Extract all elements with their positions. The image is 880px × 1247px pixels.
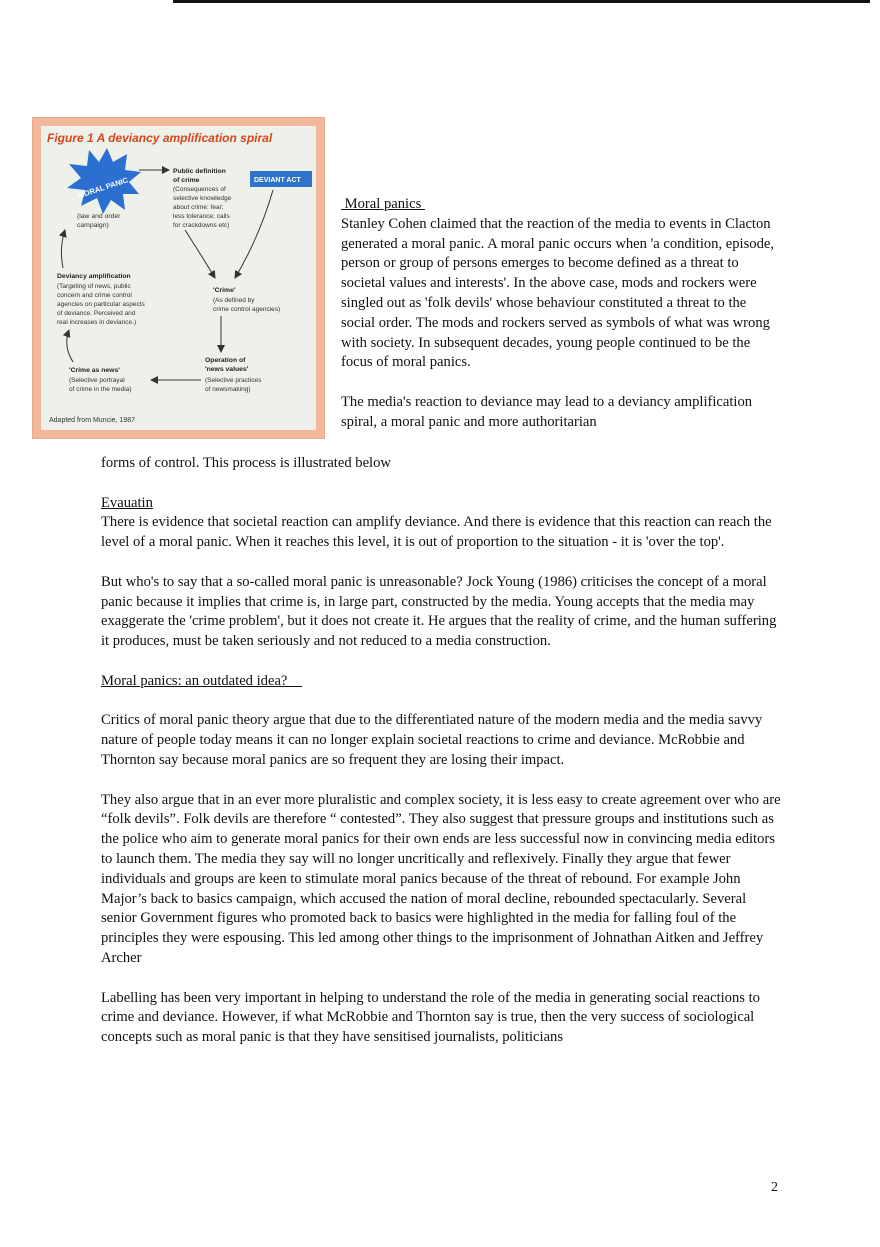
public-definition-text: (Consequences of selective knowledge about crime: fear; less tolerance; calls for crackdowns etc): [173, 186, 232, 229]
crime-title: 'Crime': [213, 287, 236, 294]
arrow-deviant-to-crime: [235, 190, 273, 278]
crime-news-text: (Selective portrayal of crime in the media): [69, 377, 132, 393]
pluralistic-paragraph: They also argue that in an ever more pluralistic and complex society, it is less easy to create agreement over who are “folk devils”. Folk devils are therefore “ contested”. They also suggest that pressure groups and institutions such as the police who aim to generate moral panics for their own ends are less successful now in convincing media editors to launch them. The media they say will no longer uncritically and reflexively. Finally they argue that fewer individuals and groups are keen to stimulate moral panics because of the threat of rebound. For example John Major’s back to basics campaign, which accused the nation of moral decline, rebounded spectacularly. Several senior Government figures who promoted back to basics were highlighted in the media for falling foul of the principles they were espousing. This led among other things to the imprisonment of Johnathan Aitken and Jeffrey Archer: [101, 791, 781, 966]
main-text: [101, 454, 781, 1048]
news-values-text: (Selective practices of newsmaking): [205, 377, 262, 393]
figure-diagram: [33, 118, 326, 440]
critics-paragraph: Critics of moral panic theory argue that due to the differentiated nature of the modern media and the media savvy nature of people today means it can no longer explain societal reactions to crime and deviance. McRobbie and Thornton say because moral panics are so frequent they are losing their impact.: [101, 712, 763, 768]
outdated-heading: Moral panics: an outdated idea?: [101, 672, 302, 689]
figure-title: Figure 1 A deviancy amplification spiral: [47, 131, 273, 145]
crime-news-title: 'Crime as news': [69, 367, 120, 374]
deviancy-spiral-figure: [32, 117, 325, 439]
arrow-crime-news-to-amplification: [67, 330, 73, 362]
jock-young-paragraph: But who's to say that a so-called moral panic is unreasonable? Jock Young (1986) criticises the concept of a moral panic because it implies that crime is, in large part, constructed by the media. Young accepts that the media may exaggerate the 'crime problem', but it does not create it. He argues that the reality of crime, and the human suffering it produces, must be taken seriously and not reduced to a media construction.: [101, 573, 777, 650]
amplification-paragraph-end: forms of control. This process is illustrated below: [101, 455, 391, 471]
top-rule: [173, 0, 870, 3]
evaluation-paragraph: There is evidence that societal reaction can amplify deviance. And there is evidence that this reaction can reach the level of a moral panic. When it reaches this level, it is out of proportion to the situation - it is 'over the top'.: [101, 514, 772, 551]
deviant-act-label: DEVIANT ACT: [254, 177, 301, 184]
page-number: 2: [771, 1180, 778, 1195]
public-definition-title: Public definition of crime: [173, 168, 226, 184]
moral-panic-caption: [77, 213, 122, 229]
labelling-paragraph: Labelling has been very important in helping to understand the role of the media in generating social reactions to crime and deviance. However, if what McRobbie and Thornton say is true, then the very success of sociological concepts such as moral panic is that they have sensitised journalists, politicians: [101, 989, 760, 1046]
evaluation-heading: Evauatin: [101, 494, 153, 511]
amplification-paragraph-start: The media's reaction to deviance may lead to a deviancy amplification spiral, a moral panic and more authoritarian: [341, 393, 753, 430]
news-values-title: Operation of 'news values': [205, 357, 249, 373]
amplification-title: Deviancy amplification: [57, 273, 131, 280]
amplification-text: (Targeting of news, public concern and crime control agencies on particular aspects of deviance. Perceived and real increases in deviance.): [57, 283, 145, 326]
crime-text: (As defined by crime control agencies): [213, 297, 281, 313]
arrow-definition-to-crime: [185, 230, 215, 278]
moral-panic-caption-line: (law and order: [77, 213, 121, 220]
moral-panics-heading: Moral panics: [341, 196, 425, 212]
figure-source: Adapted from Muncie, 1987: [49, 417, 135, 424]
moral-panic-burst: [67, 148, 141, 214]
arrow-amplification-to-panic: [61, 230, 65, 268]
moral-panic-caption-line: campaign): [77, 222, 109, 229]
moral-panics-section: [341, 195, 781, 433]
moral-panic-label: MORAL PANIC: [76, 175, 130, 201]
cohen-paragraph: Stanley Cohen claimed that the reaction of the media to events in Clacton generated a moral panic. A moral panic occurs when 'a condition, episode, person or group of persons emerges to become defined as a threat to societal values and interests'. In the above case, mods and rockers were singled out as 'folk devils' whose behaviour constituted a threat to the social order. The mods and rockers served as symbols of what was wrong with society. In subsequent decades, young people continued to be the focus of moral panics.: [341, 215, 774, 371]
